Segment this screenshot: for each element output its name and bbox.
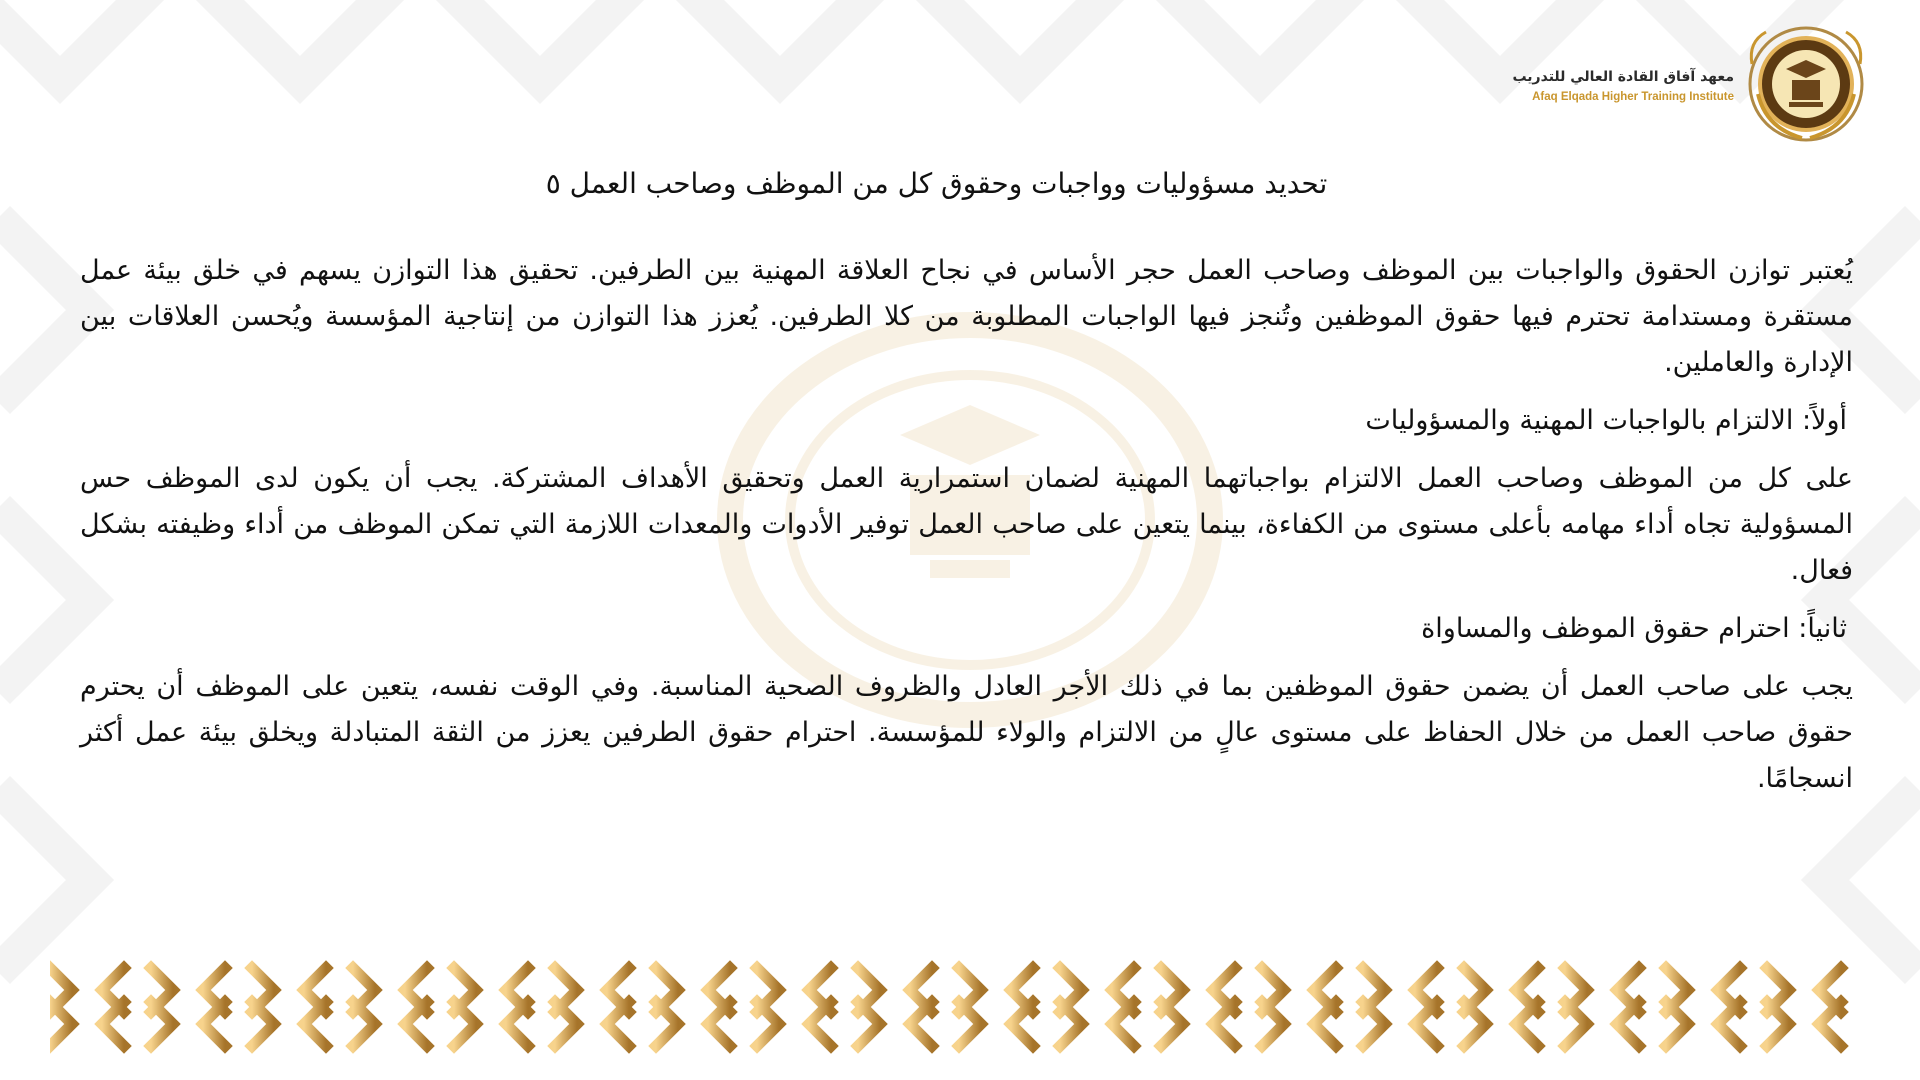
intro-paragraph: يُعتبر توازن الحقوق والواجبات بين الموظف وصاحب العمل حجر الأساس في نجاح العلاقة المهنية بين الطرفين. تحقيق هذا التوازن يسهم في خلق بيئة عمل مستقرة ومستدامة تحترم فيها حقوق الموظفين وتُنجز فيها الواجبات المطلوبة من كلا الطرفين. يُعزز هذا التوازن من إنتاجية المؤسسة ويُحسن العلاقات بين الإدارة والعاملين. xyxy=(80,255,1853,378)
institute-name-arabic: معهد آفاق القادة العالي للتدريب xyxy=(1512,69,1734,85)
institute-logo-block xyxy=(1512,24,1868,148)
document-body xyxy=(80,150,1853,814)
institute-name-english: Afaq Elqada Higher Training Institute xyxy=(1532,91,1734,103)
footer-chevron-decoration xyxy=(50,960,1870,1070)
section-2-paragraph: يجب على صاحب العمل أن يضمن حقوق الموظفين بما في ذلك الأجر العادل والظروف الصحية المناسبة. وفي الوقت نفسه، يتعين على الموظف أن يحترم حقوق صاحب العمل من خلال الحفاظ على مستوى عالٍ من الالتزام والولاء للمؤسسة. احترام حقوق الطرفين يعزز من الثقة المتبادلة ويخلق بيئة عمل أكثر انسجامًا. xyxy=(80,671,1853,794)
section-1-heading: أولاً: الالتزام بالواجبات المهنية والمسؤوليات xyxy=(1365,405,1847,436)
section-1-paragraph: على كل من الموظف وصاحب العمل الالتزام بواجباتهما المهنية لضمان استمرارية العمل وتحقيق الأهداف المشتركة. يجب أن يكون لدى الموظف حس المسؤولية تجاه أداء مهامه بأعلى مستوى من الكفاءة، بينما يتعين على صاحب العمل توفير الأدوات والمعدات اللازمة التي تمكن الموظف من أداء وظيفته بشكل فعال. xyxy=(80,463,1853,586)
institute-name xyxy=(1512,69,1734,103)
document-title: تحديد مسؤوليات وواجبات وحقوق كل من الموظف وصاحب العمل ٥ xyxy=(545,167,1328,200)
section-2-heading: ثانياً: احترام حقوق الموظف والمساواة xyxy=(1421,613,1847,644)
institute-seal-icon xyxy=(1744,24,1868,148)
